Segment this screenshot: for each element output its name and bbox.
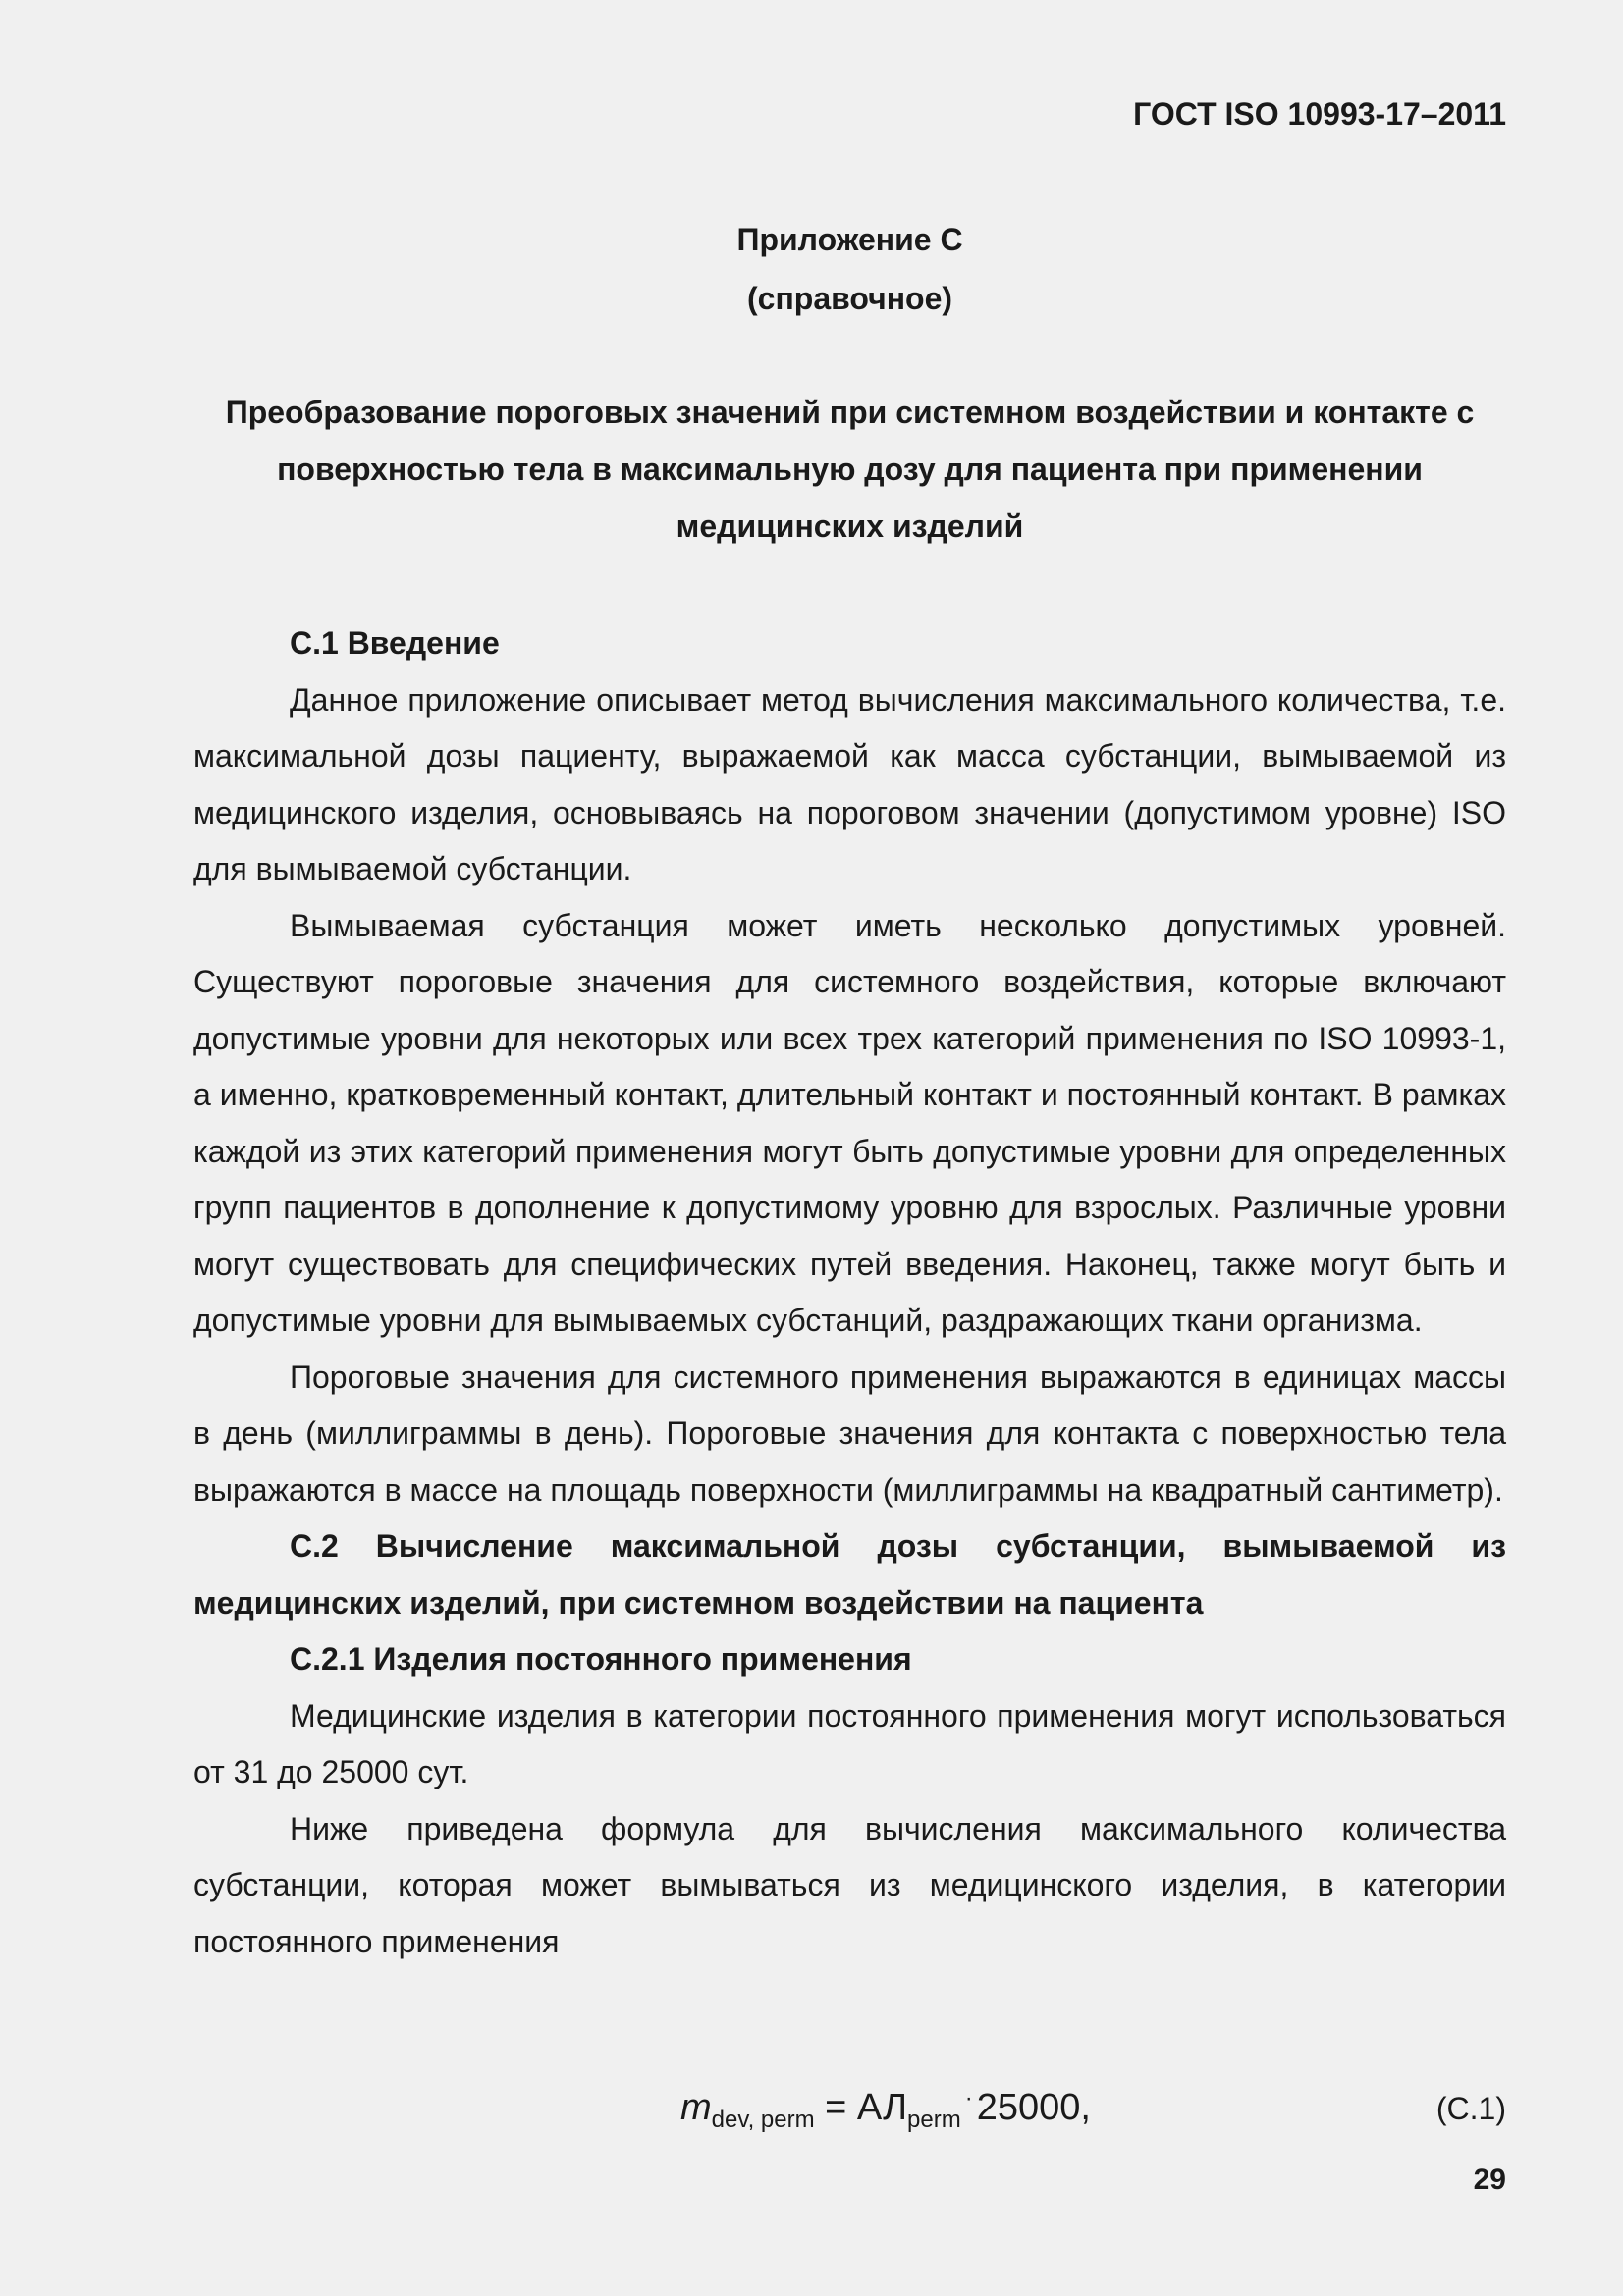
formula-value: 25000, xyxy=(976,2087,1091,2128)
annex-title xyxy=(193,384,1506,555)
formula-variable-subscript: dev, perm xyxy=(711,2107,815,2133)
formula-variable: m xyxy=(680,2087,712,2128)
equation-number: (С.1) xyxy=(1435,2091,1506,2126)
formula-c1 xyxy=(680,2085,1091,2134)
paragraph: Ниже приведена формула для вычисления максимального количества субстанции, которая может вымываться из медицинского изделия, в категории постоянного применения xyxy=(193,1810,1506,1959)
paragraph: Медицинские изделия в категории постоянного применения могут использоваться от 31 до 25000 сут. xyxy=(193,1697,1506,1789)
paragraph: Вымываемая субстанция может иметь несколько допустимых уровней. Существуют пороговые значения для системного воздействия, которые включают допустимые уровни для некоторых или всех трех категорий применения по ISO 10993-1, а именно, кратковременный контакт, длительный контакт и постоянный контакт. В рамках каждой из этих категорий применения могут быть допустимые уровни для определенных групп пациентов в дополнение к допустимому уровню для взрослых. Различные уровни могут существовать для специфических путей введения. Наконец, также могут быть и допустимые уровни для вымываемых субстанций, раздражающих ткани организма. xyxy=(193,907,1506,1338)
formula-al-subscript: perm xyxy=(907,2107,961,2133)
paragraph: Пороговые значения для системного применения выражаются в единицах массы в день (миллиграммы в день). Пороговые значения для контакта с поверхностью тела выражаются в массе на площадь поверхности (миллиграммы на квадратный сантиметр). xyxy=(193,1359,1506,1508)
formula-multiply-dot: · xyxy=(964,2085,973,2111)
formula-equals: = АЛ xyxy=(814,2087,908,2128)
annex-label: Приложение С xyxy=(736,222,963,257)
document-body xyxy=(193,615,1506,1970)
section-heading-c1: С.1 Введение xyxy=(290,625,500,661)
annex-title-line: Преобразование пороговых значений при системном воздействии и контакте с xyxy=(225,395,1475,430)
annex-type: (справочное) xyxy=(746,281,953,316)
section-heading-c2: С.2 Вычисление максимальной дозы субстанции, вымываемой из медицинских изделий, при системном воздействии на пациента xyxy=(193,1528,1506,1621)
paragraph: Данное приложение описывает метод вычисления максимального количества, т.е. максимальной дозы пациенту, выражаемой как масса субстанции, вымываемой из медицинского изделия, основываясь на пороговом значении (допустимом уровне) ISO для вымываемой субстанции. xyxy=(193,681,1506,886)
annex-title-line: поверхностью тела в максимальную дозу для пациента при применении xyxy=(277,452,1423,487)
section-heading-c21: С.2.1 Изделия постоянного применения xyxy=(290,1641,912,1677)
page-number: 29 xyxy=(1473,2163,1506,2196)
annex-title-line: медицинских изделий xyxy=(676,508,1024,544)
document-id-header: ГОСТ ISO 10993-17–2011 xyxy=(1133,96,1506,132)
